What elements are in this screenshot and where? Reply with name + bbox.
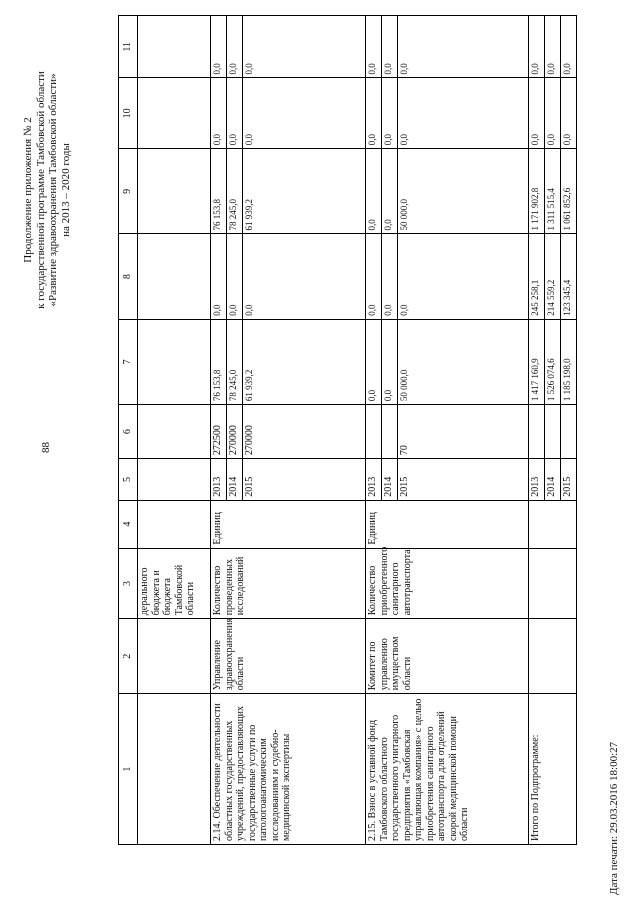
row-2-14-name: 2.14. Обеспечение деятельности областных государственных учреждений, предоставляющих государственные услуги по патологоанатомическим исследованиям и судебно-медицинской экспертизы (211, 694, 366, 845)
value-cell: 0,0 (366, 16, 382, 79)
value-cell: 50 000,0 (398, 319, 529, 404)
value-cell: 0,0 (529, 78, 545, 149)
value-cell: 0,0 (366, 78, 382, 149)
value-cell: 78 245,0 (227, 319, 243, 404)
document-header (22, 25, 72, 355)
value-cell: 0,0 (211, 234, 227, 319)
row-2-14-indicator: Количество проведенных исследований (211, 548, 366, 619)
year-cell: 2014 (227, 459, 243, 501)
year-cell: 2014 (382, 459, 398, 501)
value-cell: 61 939,2 (243, 319, 366, 404)
col-num-11: 11 (119, 16, 138, 79)
program-table (118, 15, 577, 845)
value-cell: 0,0 (561, 78, 577, 149)
value-cell: 0,0 (243, 78, 366, 149)
col-num-3: 3 (119, 548, 138, 619)
value-cell: 0,0 (382, 16, 398, 79)
value-cell: 123 345,4 (561, 234, 577, 319)
value-cell: 0,0 (382, 78, 398, 149)
col-num-4: 4 (119, 500, 138, 548)
table-row (529, 16, 545, 845)
value-cell: 1 185 198,0 (561, 319, 577, 404)
value-cell: 214 559,2 (545, 234, 561, 319)
year-cell: 2013 (211, 459, 227, 501)
col-num-9: 9 (119, 149, 138, 234)
value-cell: 0,0 (227, 234, 243, 319)
value-cell: 50 000,0 (398, 149, 529, 234)
column-number-row (119, 16, 138, 845)
continuation-row (138, 16, 211, 845)
col-num-6: 6 (119, 405, 138, 459)
continuation-c3: дерального бюджета и бюджета Тамбовской области (138, 548, 211, 619)
row-2-15-unit: Единиц (366, 500, 529, 548)
value-cell: 76 153,8 (211, 319, 227, 404)
value-cell: 270000 (227, 405, 243, 459)
header-line-1: Продолжение приложения № 2 (22, 117, 34, 263)
value-cell: 0,0 (366, 149, 382, 234)
value-cell: 0,0 (366, 234, 382, 319)
header-line-2: к государственной программе Тамбовской области (34, 71, 47, 309)
value-cell: 0,0 (545, 78, 561, 149)
col-num-7: 7 (119, 319, 138, 404)
value-cell: 0,0 (529, 16, 545, 79)
value-cell: 0,0 (382, 149, 398, 234)
header-line-3: «Развитие здравоохранения Тамбовской области» (47, 73, 59, 307)
value-cell: 0,0 (211, 78, 227, 149)
value-cell: 0,0 (211, 16, 227, 79)
value-cell: 245 258,1 (529, 234, 545, 319)
row-2-14-unit: Единиц (211, 500, 366, 548)
col-num-5: 5 (119, 459, 138, 501)
value-cell (366, 405, 382, 459)
year-cell: 2013 (366, 459, 382, 501)
col-num-1: 1 (119, 694, 138, 845)
value-cell: 0,0 (398, 234, 529, 319)
total-label: Итого по Подпрограмме: (529, 694, 577, 845)
value-cell: 0,0 (243, 234, 366, 319)
year-cell: 2013 (529, 459, 545, 501)
value-cell: 76 153,8 (211, 149, 227, 234)
value-cell (382, 405, 398, 459)
header-line-4: на 2013 – 2020 годы (59, 143, 72, 237)
value-cell: 272500 (211, 405, 227, 459)
col-num-10: 10 (119, 78, 138, 149)
value-cell: 1 061 852,6 (561, 149, 577, 234)
value-cell: 0,0 (227, 16, 243, 79)
value-cell: 1 311 515,4 (545, 149, 561, 234)
year-cell: 2015 (561, 459, 577, 501)
year-cell: 2015 (243, 459, 366, 501)
value-cell: 0,0 (561, 16, 577, 79)
row-2-15-executor: Комитет по управлению имуществом области (366, 619, 529, 694)
value-cell: 1 526 074,6 (545, 319, 561, 404)
table-row (211, 16, 227, 845)
value-cell: 0,0 (382, 319, 398, 404)
table-row (366, 16, 382, 845)
value-cell: 270000 (243, 405, 366, 459)
value-cell: 0,0 (243, 16, 366, 79)
page-number: 88 (40, 442, 52, 453)
row-2-15-name: 2.15. Взнос в уставной фонд Тамбовского областного государственного унитарного предприятия «Тамбовская управляющая компания» с целью приобретения санитарного автотранспорта для отделений скорой медицинской помощи области (366, 694, 529, 845)
print-date: Дата печати: 29.03.2016 18:00:27 (608, 741, 620, 895)
value-cell: 0,0 (382, 234, 398, 319)
value-cell: 1 171 902,8 (529, 149, 545, 234)
value-cell: 78 245,0 (227, 149, 243, 234)
year-cell: 2014 (545, 459, 561, 501)
value-cell: 1 417 160,9 (529, 319, 545, 404)
value-cell: 0,0 (227, 78, 243, 149)
row-2-15-indicator: Количество приобретенного санитарного автотранспорта (366, 548, 529, 619)
value-cell: 61 939,2 (243, 149, 366, 234)
value-cell: 0,0 (545, 16, 561, 79)
col-num-8: 8 (119, 234, 138, 319)
value-cell: 70 (398, 405, 529, 459)
value-cell: 0,0 (398, 78, 529, 149)
value-cell: 0,0 (398, 16, 529, 79)
value-cell: 0,0 (366, 319, 382, 404)
row-2-14-executor: Управление здравоохранения области (211, 619, 366, 694)
col-num-2: 2 (119, 619, 138, 694)
year-cell: 2015 (398, 459, 529, 501)
